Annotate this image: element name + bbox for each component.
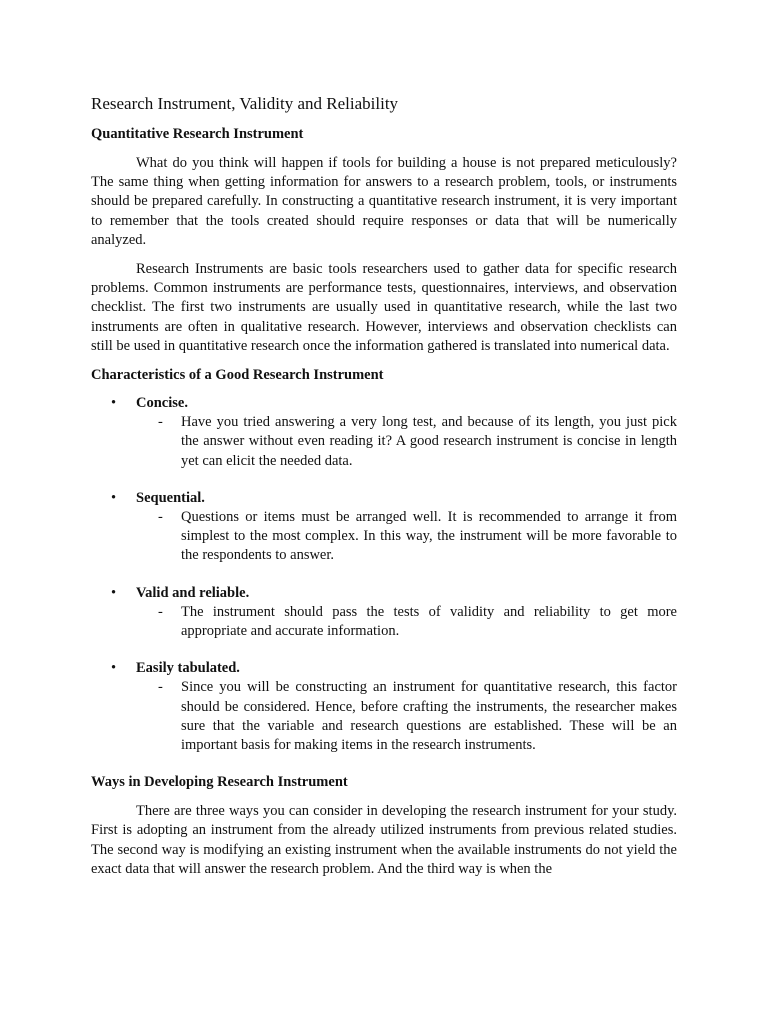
dash-icon: - [158,509,163,526]
list-item [91,584,677,642]
list-item-detail-text: The instrument should pass the tests of validity and reliability to get more appropriate and accurate information. [181,603,677,640]
paragraph: There are three ways you can consider in developing the research instrument for your study. First is adopting an instrument from the already utilized instruments from previous related studies. The second way is modifying an existing instrument when the available instruments do not yield the exact data that will answer the research problem. And the third way is when the [91,803,677,877]
section-heading-characteristics: Characteristics of a Good Research Instrument [91,367,384,384]
list-item-title: Easily tabulated. [136,660,240,677]
section-heading-quantitative: Quantitative Research Instrument [91,126,304,142]
bullet-icon: • [111,489,117,506]
list-item [91,659,677,755]
document-title: Research Instrument, Validity and Reliability [91,94,399,113]
list-item-detail [158,413,677,471]
list-item-detail-text: Have you tried answering a very long test, and because of its length, you just pick the answer without even reading it? A good research instrument is concise in length yet can elicit the needed data. [181,414,677,469]
dash-icon: - [158,679,163,696]
list-item-title: Valid and reliable. [136,584,250,601]
bullet-icon: • [111,584,117,601]
list-item-detail-text: Since you will be constructing an instrument for quantitative research, this factor should be considered. Hence, before crafting the instruments, the researcher makes sure that the variable and research questions are established. These will be an important basis for making items in the research instruments. [181,679,677,754]
list-item-title: Concise. [136,395,188,412]
list-item-detail [158,603,677,641]
bullet-icon: • [111,660,117,677]
list-item-title: Sequential. [136,489,205,506]
characteristics-list [91,394,677,755]
list-item [91,394,677,471]
list-item-detail [158,508,677,566]
bullet-icon: • [111,395,117,412]
list-item-detail-text: Questions or items must be arranged well. It is recommended to arrange it from simplest to the most complex. In this way, the instrument will be more favorable to the respondents to answer. [181,509,677,564]
dash-icon: - [158,603,163,620]
paragraph: What do you think will happen if tools for building a house is not prepared meticulously? The same thing when getting information for answers to a research problem, tools, or instruments should be prepared carefully. In constructing a quantitative research instrument, it is very important to remember that the tools created should require responses or data that will be numerically analyzed. [91,155,677,248]
list-item [91,489,677,566]
list-item-detail [158,678,677,755]
paragraph: Research Instruments are basic tools researchers used to gather data for specific research problems. Common instruments are performance tests, questionnaires, interviews, and observation checklist. The first two instruments are usually used in quantitative research, while the last two instruments are often in qualitative research. However, interviews and observation checklists can still be used in quantitative research once the information gathered is translated into numerical data. [91,261,677,354]
section-heading-ways: Ways in Developing Research Instrument [91,774,348,791]
document-page [91,93,677,889]
dash-icon: - [158,414,163,431]
